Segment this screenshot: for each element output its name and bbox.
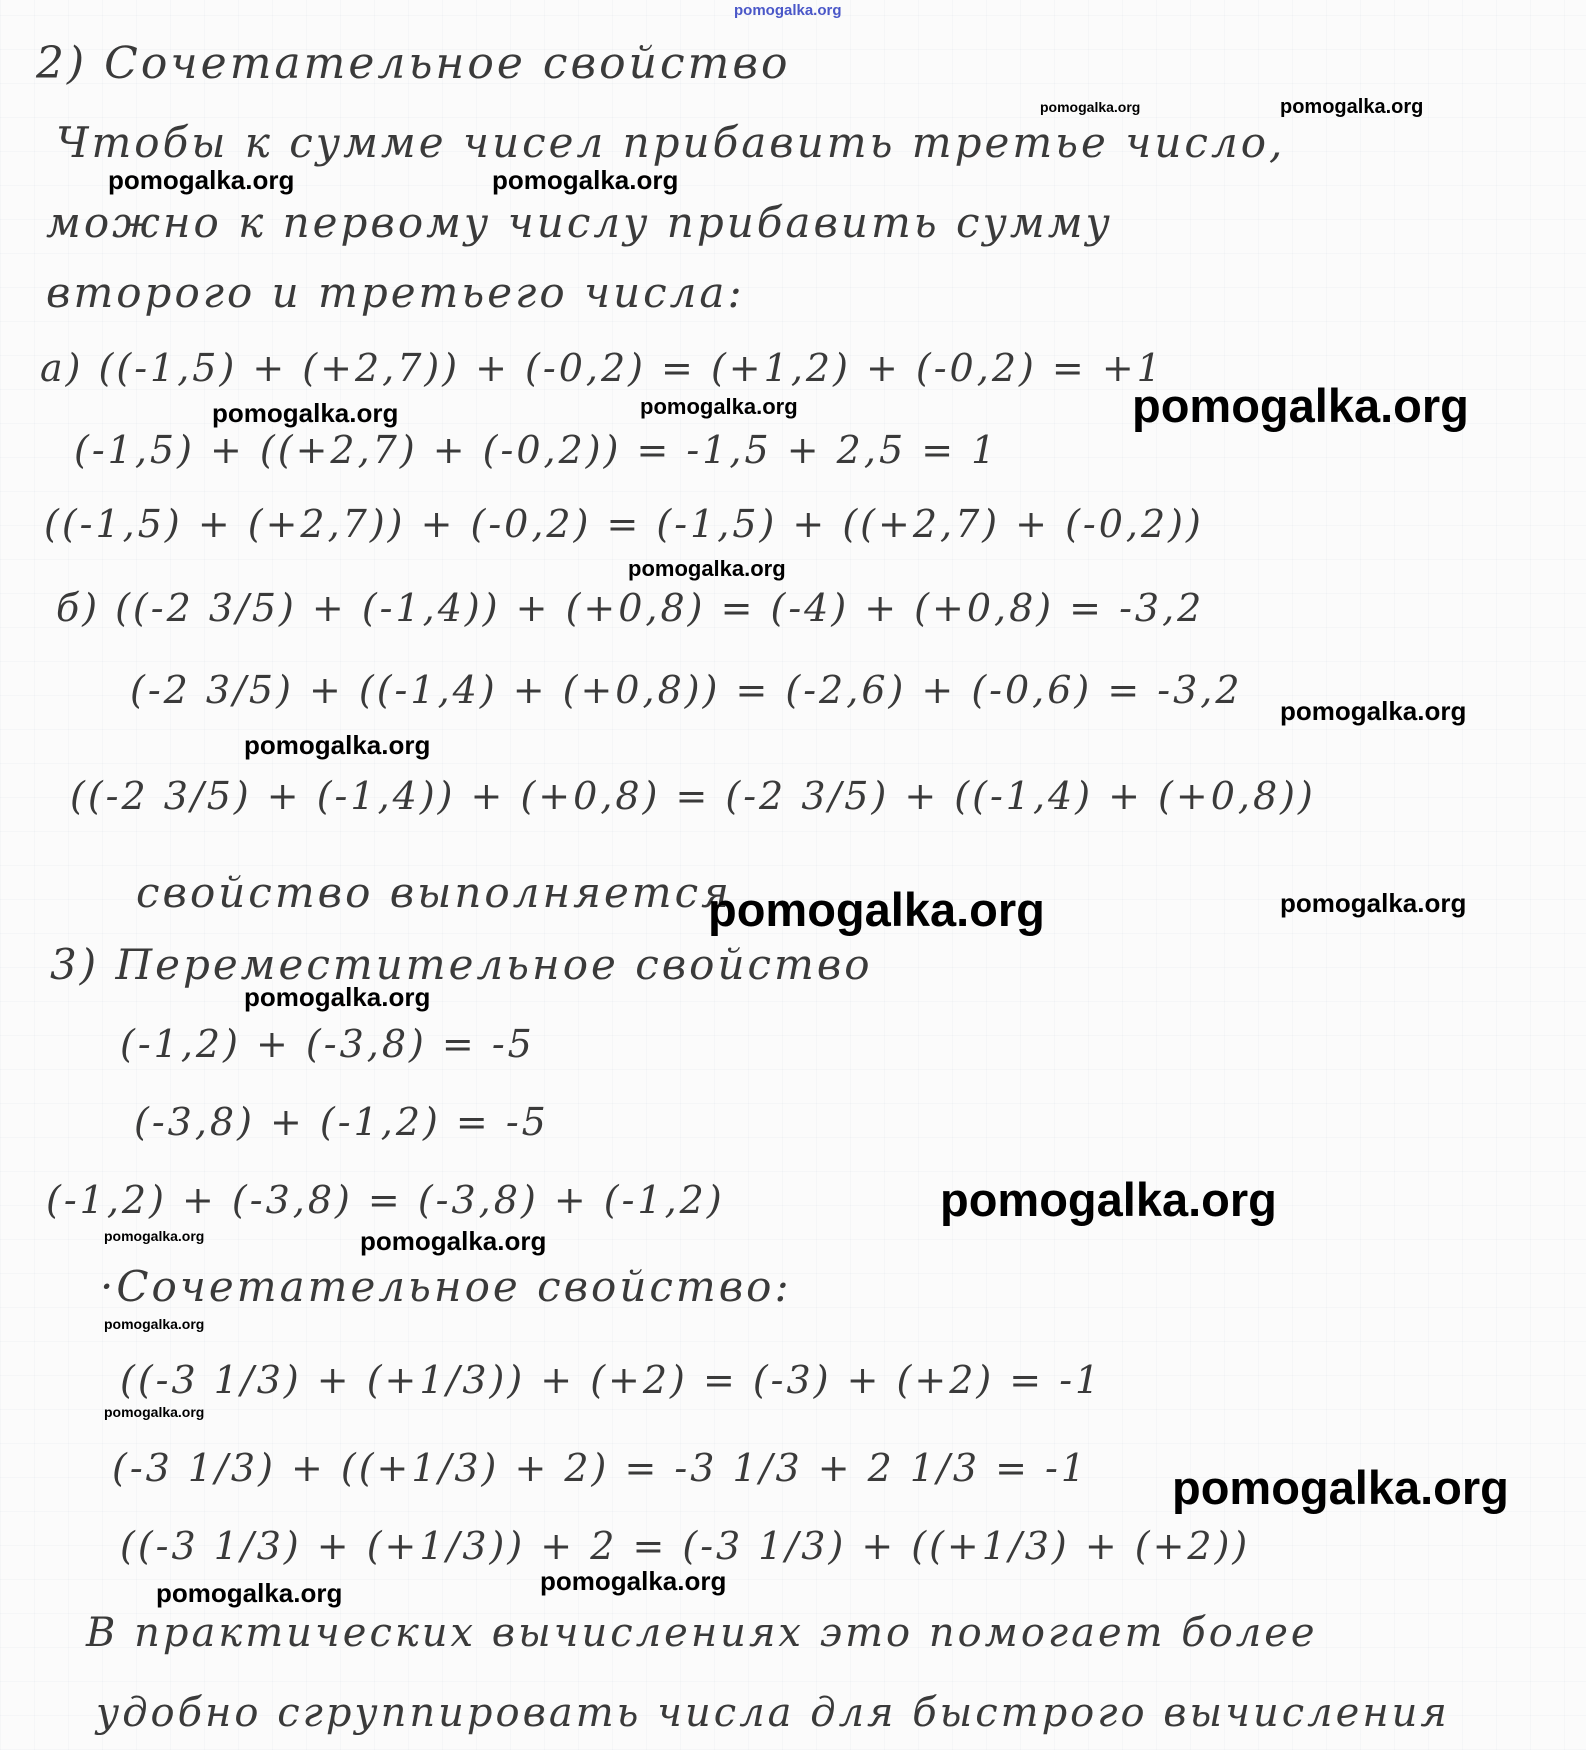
associative-line-1: ((-3 1/3) + (+1/3)) + (+2) = (-3) + (+2) = -1 bbox=[120, 1358, 1103, 1402]
conclusion-line-2: удобно сгруппировать числа для быстрого вычисления bbox=[96, 1690, 1450, 1736]
watermark: pomogalka.org bbox=[108, 165, 295, 195]
watermark: pomogalka.org bbox=[540, 1566, 727, 1596]
heading-commutative: 3) Переместительное свойство bbox=[50, 940, 873, 989]
property-holds: свойство выполняется bbox=[136, 868, 732, 917]
heading-associative: 2) Сочетательное свойство bbox=[36, 38, 791, 89]
example-a-line-3: ((-1,5) + (+2,7)) + (-0,2) = (-1,5) + ((+2,7) + (-0,2)) bbox=[44, 502, 1204, 546]
rule-line-1: Чтобы к сумме чисел прибавить третье число, bbox=[56, 118, 1286, 167]
watermark: pomogalka.org bbox=[1280, 696, 1467, 726]
commutative-line-3: (-1,2) + (-3,8) = (-3,8) + (-1,2) bbox=[46, 1178, 725, 1222]
heading-associative-2: ·Сочетательное свойство: bbox=[100, 1262, 792, 1311]
rule-line-2: можно к первому числу прибавить сумму bbox=[46, 198, 1113, 247]
watermark: pomogalka.org bbox=[1132, 379, 1469, 432]
watermark: pomogalka.org bbox=[1040, 99, 1141, 115]
watermark: pomogalka.org bbox=[244, 982, 431, 1012]
watermark: pomogalka.org bbox=[104, 1316, 205, 1332]
watermark: pomogalka.org bbox=[940, 1173, 1277, 1226]
commutative-line-1: (-1,2) + (-3,8) = -5 bbox=[120, 1022, 535, 1066]
example-b-line-1: б) ((-2 3/5) + (-1,4)) + (+0,8) = (-4) + (+0,8) = -3,2 bbox=[56, 586, 1205, 630]
commutative-line-2: (-3,8) + (-1,2) = -5 bbox=[134, 1100, 549, 1144]
example-a-line-2: (-1,5) + ((+2,7) + (-0,2)) = -1,5 + 2,5 = 1 bbox=[74, 428, 999, 472]
example-b-line-2: (-2 3/5) + ((-1,4) + (+0,8)) = (-2,6) + (-0,6) = -3,2 bbox=[130, 668, 1243, 712]
associative-line-2: (-3 1/3) + ((+1/3) + 2) = -3 1/3 + 2 1/3 = -1 bbox=[112, 1446, 1089, 1490]
associative-line-3: ((-3 1/3) + (+1/3)) + 2 = (-3 1/3) + ((+1/3) + (+2)) bbox=[120, 1524, 1251, 1568]
example-b-line-3: ((-2 3/5) + (-1,4)) + (+0,8) = (-2 3/5) + ((-1,4) + (+0,8)) bbox=[70, 774, 1316, 818]
watermark: pomogalka.org bbox=[156, 1578, 343, 1608]
watermark: pomogalka.org bbox=[1280, 888, 1467, 918]
watermark: pomogalka.org bbox=[1172, 1461, 1509, 1514]
watermark-top: pomogalka.org bbox=[734, 2, 842, 19]
watermark: pomogalka.org bbox=[244, 730, 431, 760]
conclusion-line-1: В практических вычислениях это помогает более bbox=[86, 1610, 1318, 1656]
watermark: pomogalka.org bbox=[104, 1228, 205, 1244]
watermark: pomogalka.org bbox=[628, 556, 786, 581]
watermark: pomogalka.org bbox=[1280, 96, 1424, 118]
watermark: pomogalka.org bbox=[492, 165, 679, 195]
watermark: pomogalka.org bbox=[640, 394, 798, 419]
watermark: pomogalka.org bbox=[104, 1404, 205, 1420]
watermark: pomogalka.org bbox=[708, 883, 1045, 936]
rule-line-3: второго и третьего числа: bbox=[46, 268, 745, 317]
example-a-line-1: а) ((-1,5) + (+2,7)) + (-0,2) = (+1,2) + (-0,2) = +1 bbox=[40, 346, 1164, 390]
watermark: pomogalka.org bbox=[360, 1226, 547, 1256]
watermark: pomogalka.org bbox=[212, 398, 399, 428]
